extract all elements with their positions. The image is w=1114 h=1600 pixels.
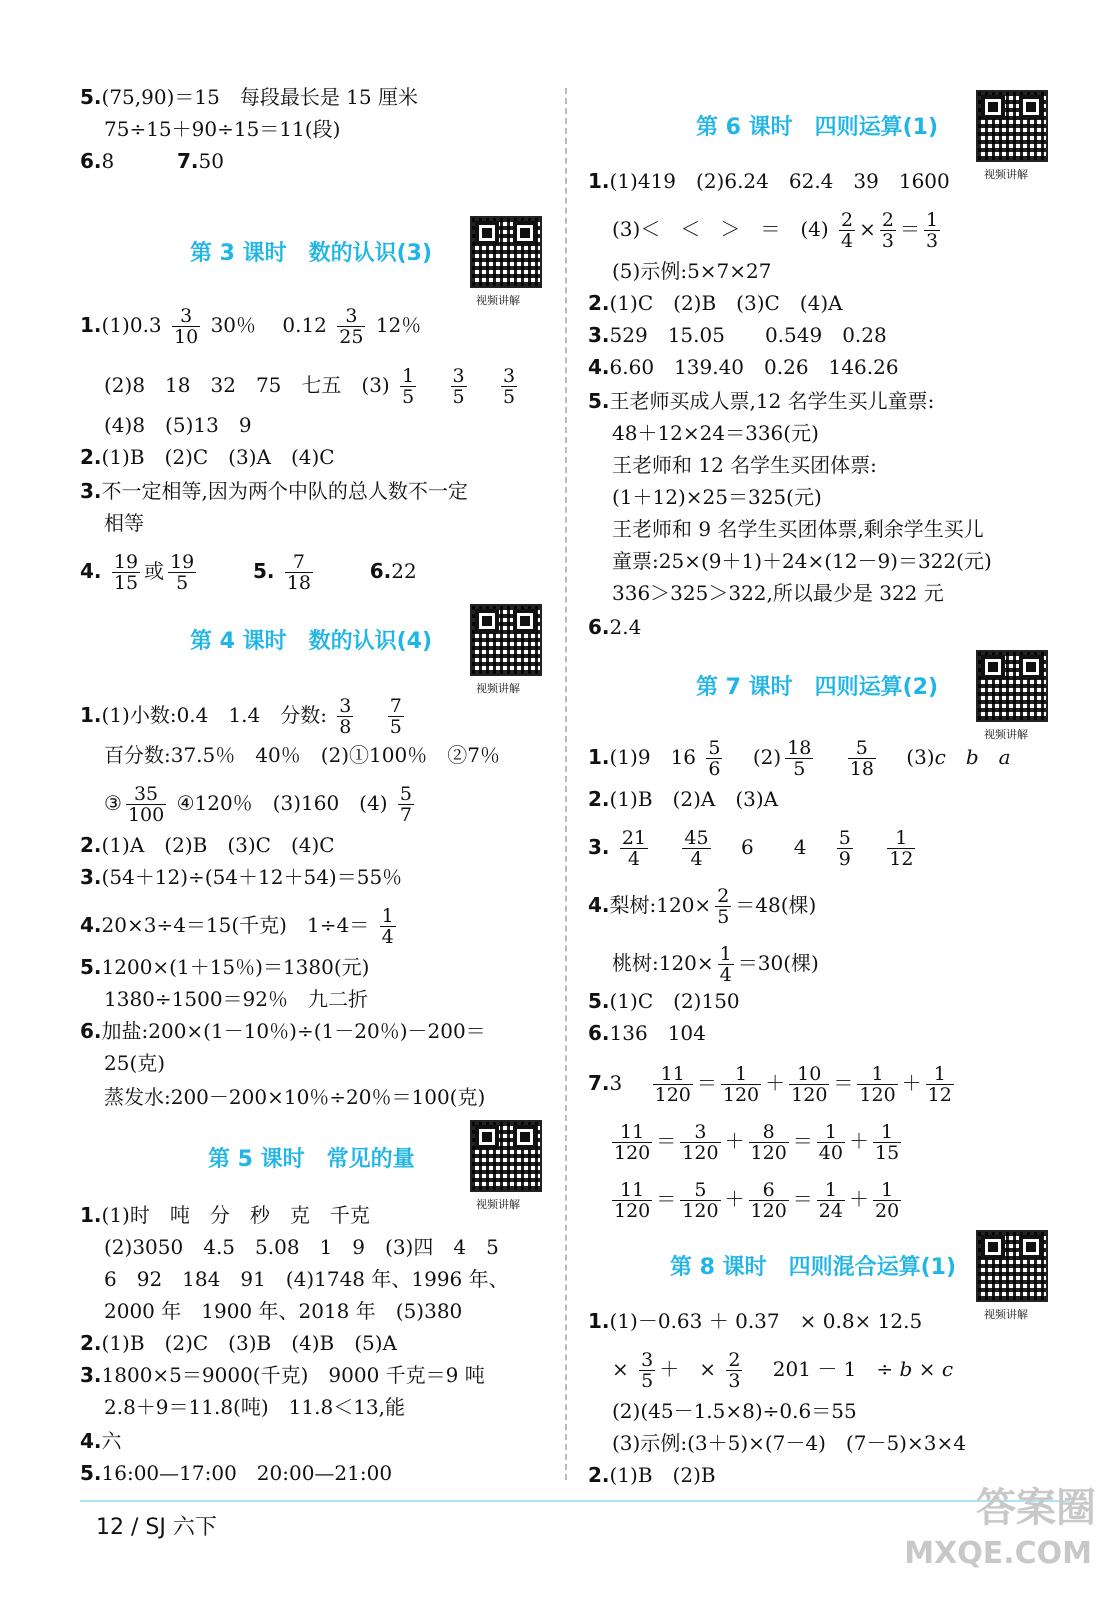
qr-label: 视频讲解 <box>984 168 1028 181</box>
fraction: $\frac{2}{3}$ <box>881 209 894 252</box>
l4-answer-1-line2: 百分数:37.5％ 40％ (2)①100％ ②7％ <box>104 743 500 767</box>
fraction: $\frac{8}{120}$ <box>750 1121 787 1164</box>
l3-answer-3: 3.不一定相等,因为两个中队的总人数不一定 <box>80 479 468 503</box>
fraction: $\frac{2}{4}$ <box>841 209 854 252</box>
fraction: $\frac{5}{6}$ <box>708 737 721 780</box>
l7-answer-4-line2: 桃树:120× $\frac{1}{4}$ ＝30(棵) <box>612 943 819 986</box>
l7-answer-6: 6.136 104 <box>588 1021 706 1045</box>
l3-answer-3-line2: 相等 <box>104 511 144 535</box>
qr-label: 视频讲解 <box>476 1198 520 1211</box>
qr-label: 视频讲解 <box>984 728 1028 741</box>
l8-answer-1: 1.(1)－0.63 ＋ 0.37 × 0.8× 12.5 <box>588 1309 923 1333</box>
fraction: $\frac{5}{120}$ <box>682 1179 719 1222</box>
watermark-logo: 答案圈 <box>976 1485 1096 1531</box>
l3-answer-1: 1.(1)0.3 $\frac{3}{10}$ 30％ 0.12 $\frac{3}{25}$ 12％ <box>80 305 422 348</box>
fraction: $\frac{1}{15}$ <box>874 1121 900 1164</box>
heading-lesson-5: 第 5 课时 常见的量 <box>208 1147 415 1172</box>
fraction: $\frac{7}{5}$ <box>389 695 402 738</box>
l4-answer-4: 4.20×3÷4＝15(千克) 1÷4＝ $\frac{1}{4}$ <box>80 905 394 948</box>
footer-rule <box>80 1500 1070 1502</box>
l5-answer-3: 3.1800×5＝9000(千克) 9000 千克＝9 吨 <box>80 1363 485 1387</box>
l6-answer-5-line5: 王老师和 9 名学生买团体票,剩余学生买儿 <box>612 517 984 541</box>
fraction: $\frac{3}{5}$ <box>503 365 516 408</box>
qr-code-icon[interactable] <box>470 604 542 676</box>
l6-answer-1: 1.(1)419 (2)6.24 62.4 39 1600 <box>588 169 950 193</box>
l6-answer-6: 6.2.4 <box>588 615 642 639</box>
fraction: $\frac{3}{10}$ <box>174 305 199 348</box>
answer-5-line2: 75÷15＋90÷15＝11(段) <box>104 117 341 141</box>
fraction: $\frac{1}{3}$ <box>925 209 939 252</box>
qr-code-icon[interactable] <box>470 1120 542 1192</box>
qr-code-icon[interactable] <box>976 1230 1048 1302</box>
l3-answer-4-6: 4. $\frac{19}{15}$ 或 $\frac{19}{5}$ 5. $\frac{7}{18}$ 6.22 <box>80 551 417 594</box>
l7-answer-5: 5.(1)C (2)150 <box>588 989 740 1013</box>
l4-answer-5-line2: 1380÷1500＝92％ 九二折 <box>104 987 369 1011</box>
l5-answer-1-line2: (2)3050 4.5 5.08 1 9 (3)四 4 5 <box>104 1235 499 1259</box>
l4-answer-6: 6.加盐:200×(1－10％)÷(1－20％)－200＝ <box>80 1019 486 1043</box>
l6-answer-1-line3: (5)示例:5×7×27 <box>612 259 772 283</box>
l3-answer-1-line2: (2)8 18 32 75 七五 (3) $\frac{1}{5}$ $\frac{3}{5}$ $\frac{3}{5}$ <box>104 365 516 408</box>
fraction: $\frac{2}{3}$ <box>728 1349 741 1392</box>
heading-lesson-7: 第 7 课时 四则运算(2) <box>696 675 939 700</box>
l8-answer-1-line4: (3)示例:(3＋5)×(7－4) (7－5)×3×4 <box>612 1431 966 1455</box>
fraction: $\frac{3}{8}$ <box>339 695 352 738</box>
l3-answer-2: 2.(1)B (2)C (3)A (4)C <box>80 445 335 469</box>
l5-answer-5: 5.16:00—17:00 20:00—21:00 <box>80 1461 393 1485</box>
l4-answer-1-line3: ③ $\frac{35}{100}$ ④120％ (3)160 (4) $\frac{5}{7}$ <box>104 783 412 826</box>
fraction: $\frac{11}{120}$ <box>614 1179 651 1222</box>
qr-label: 视频讲解 <box>476 682 520 695</box>
fraction: $\frac{1}{120}$ <box>722 1063 760 1106</box>
fraction: $\frac{1}{4}$ <box>381 905 394 948</box>
fraction: $\frac{3}{25}$ <box>339 305 364 348</box>
l6-answer-2: 2.(1)C (2)B (3)C (4)A <box>588 291 843 315</box>
fraction: $\frac{1}{12}$ <box>927 1063 952 1106</box>
l8-answer-2: 2.(1)B (2)B <box>588 1463 716 1487</box>
qr-code-icon[interactable] <box>470 216 542 288</box>
fraction: $\frac{11}{120}$ <box>614 1121 651 1164</box>
l3-answer-1-line3: (4)8 (5)13 9 <box>104 413 252 437</box>
l8-answer-1-line3: (2)(45－1.5×8)÷0.6＝55 <box>612 1399 857 1423</box>
fraction: $\frac{7}{18}$ <box>286 551 312 594</box>
fraction: $\frac{2}{5}$ <box>717 885 730 928</box>
page-footer: 12 / SJ 六下 <box>96 1515 217 1540</box>
fraction: $\frac{19}{5}$ <box>170 551 195 594</box>
heading-lesson-6: 第 6 课时 四则运算(1) <box>696 115 939 140</box>
fraction: $\frac{5}{18}$ <box>849 737 874 780</box>
heading-lesson-8: 第 8 课时 四则混合运算(1) <box>670 1255 957 1280</box>
answer-5: 5.(75,90)＝15 每段最长是 15 厘米 <box>80 85 418 109</box>
fraction: $\frac{5}{9}$ <box>838 827 851 870</box>
fraction: $\frac{1}{4}$ <box>719 943 732 986</box>
fraction: $\frac{1}{12}$ <box>889 827 914 870</box>
fraction: $\frac{1}{5}$ <box>402 365 415 408</box>
l6-answer-4: 4.6.60 139.40 0.26 146.26 <box>588 355 899 379</box>
l7-answer-1: 1.(1)9 16 $\frac{5}{6}$ (2) $\frac{18}{5}$ $\frac{5}{18}$ (3)c b a <box>588 737 1011 780</box>
answer-6-7: 6.8 7.50 <box>80 149 224 173</box>
l7-answer-7-line2: $\frac{11}{120}$ ＝ $\frac{3}{120}$ ＋ $\frac{8}{120}$ ＝ $\frac{1}{40}$ ＋ $\frac{1}{15}$ <box>614 1121 900 1164</box>
l5-answer-3-line2: 2.8＋9＝11.8(吨) 11.8＜13,能 <box>104 1395 406 1419</box>
fraction: $\frac{1}{20}$ <box>874 1179 900 1222</box>
qr-code-icon[interactable] <box>976 650 1048 722</box>
l7-answer-7-line3: $\frac{11}{120}$ ＝ $\frac{5}{120}$ ＋ $\frac{6}{120}$ ＝ $\frac{1}{24}$ ＋ $\frac{1}{20}$ <box>614 1179 900 1222</box>
fraction: $\frac{35}{100}$ <box>127 783 165 826</box>
l7-answer-4: 4.梨树:120× $\frac{2}{5}$ ＝48(棵) <box>588 885 817 928</box>
l6-answer-5-line7: 336＞325＞322,所以最少是 322 元 <box>612 581 944 605</box>
l6-answer-5: 5.王老师买成人票,12 名学生买儿童票: <box>588 389 935 413</box>
l7-answer-3: 3. $\frac{21}{4}$ $\frac{45}{4}$ 6 4 $\frac{5}{9}$ $\frac{1}{12}$ <box>588 827 914 870</box>
l7-answer-2: 2.(1)B (2)A (3)A <box>588 787 779 811</box>
fraction: $\frac{3}{5}$ <box>641 1349 654 1392</box>
fraction: $\frac{11}{120}$ <box>654 1063 691 1106</box>
fraction: $\frac{1}{120}$ <box>859 1063 896 1106</box>
fraction: $\frac{18}{5}$ <box>787 737 812 780</box>
l4-answer-2: 2.(1)A (2)B (3)C (4)C <box>80 833 335 857</box>
l4-answer-6-line2: 25(克) <box>104 1051 166 1075</box>
l5-answer-4: 4.六 <box>80 1429 122 1453</box>
l4-answer-1: 1.(1)小数:0.4 1.4 分数: $\frac{3}{8}$ $\frac{7}{5}$ <box>80 695 402 738</box>
heading-lesson-3: 第 3 课时 数的认识(3) <box>190 241 433 266</box>
watermark-url: MXQE.COM <box>904 1536 1092 1571</box>
qr-code-icon[interactable] <box>976 90 1048 162</box>
l6-answer-5-line2: 48＋12×24＝336(元) <box>612 421 819 445</box>
fraction: $\frac{6}{120}$ <box>750 1179 787 1222</box>
l8-answer-1-line2: × $\frac{3}{5}$ ＋ × $\frac{2}{3}$ 201 － 1 ÷ b × c <box>612 1349 954 1392</box>
l4-answer-3: 3.(54＋12)÷(54＋12＋54)＝55％ <box>80 865 403 889</box>
l6-answer-3: 3.529 15.05 0.549 0.28 <box>588 323 887 347</box>
fraction: $\frac{19}{15}$ <box>113 551 139 594</box>
l5-answer-2: 2.(1)B (2)C (3)B (4)B (5)A <box>80 1331 398 1355</box>
l6-answer-5-line3: 王老师和 12 名学生买团体票: <box>612 453 877 477</box>
fraction: $\frac{45}{4}$ <box>684 827 709 870</box>
fraction: $\frac{1}{40}$ <box>818 1121 843 1164</box>
l7-answer-7: 7.3 $\frac{11}{120}$ ＝ $\frac{1}{120}$ ＋ $\frac{10}{120}$ ＝ $\frac{1}{120}$ ＋ $\frac{1}{12}$ <box>588 1063 952 1106</box>
fraction: $\frac{21}{4}$ <box>621 827 647 870</box>
fraction: $\frac{10}{120}$ <box>791 1063 828 1106</box>
l4-answer-5: 5.1200×(1＋15％)＝1380(元) <box>80 955 370 979</box>
l5-answer-1: 1.(1)时 吨 分 秒 克 千克 <box>80 1203 370 1227</box>
l4-answer-6-line3: 蒸发水:200－200×10％÷20％＝100(克) <box>104 1085 486 1109</box>
fraction: $\frac{3}{5}$ <box>452 365 465 408</box>
l5-answer-1-line3: 6 92 184 91 (4)1748 年、1996 年、 <box>104 1267 509 1291</box>
l6-answer-5-line6: 童票:25×(9＋1)＋24×(12－9)＝322(元) <box>612 549 992 573</box>
heading-lesson-4: 第 4 课时 数的认识(4) <box>190 629 433 654</box>
fraction: $\frac{5}{7}$ <box>399 783 412 826</box>
fraction: $\frac{1}{24}$ <box>818 1179 843 1222</box>
fraction: $\frac{3}{120}$ <box>682 1121 719 1164</box>
l5-answer-1-line4: 2000 年 1900 年、2018 年 (5)380 <box>104 1299 463 1323</box>
column-divider <box>565 88 567 1480</box>
qr-label: 视频讲解 <box>476 294 520 307</box>
qr-label: 视频讲解 <box>984 1308 1028 1321</box>
l6-answer-1-line2: (3)＜ ＜ ＞ ＝ (4) $\frac{2}{4}$ × $\frac{2}{3}$ ＝ $\frac{1}{3}$ <box>612 209 939 252</box>
l6-answer-5-line4: (1＋12)×25＝325(元) <box>612 485 822 509</box>
